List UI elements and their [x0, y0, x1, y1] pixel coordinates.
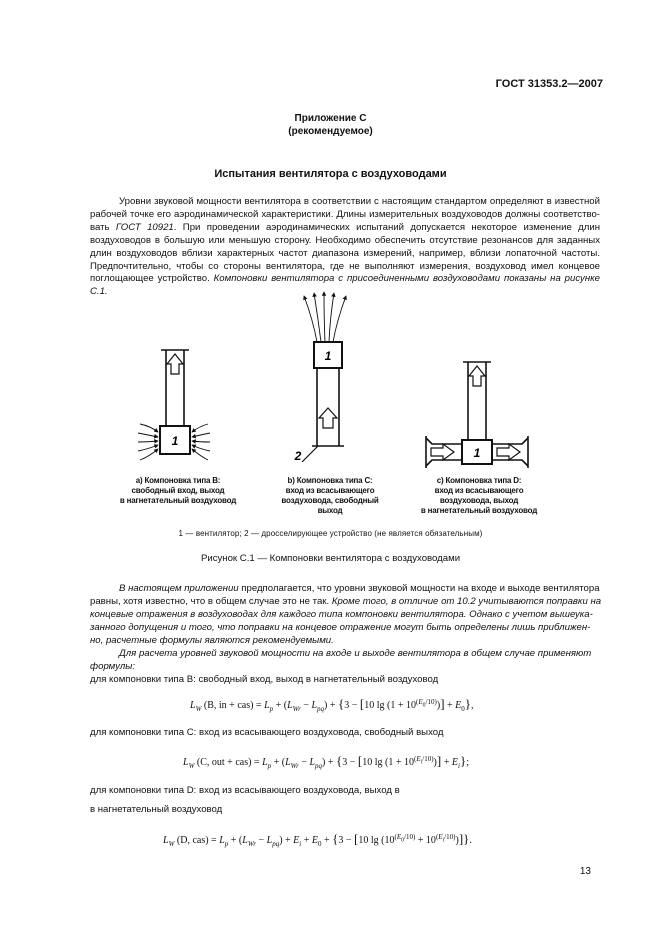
- appendix-title: Приложение С: [294, 113, 367, 124]
- body-line-2: равны, хотя известно, что в общем случае это не так. Кроме того, в отличие от 10.2 учитываются поправки на: [90, 596, 602, 607]
- standard-header: ГОСТ 31353.2—2007: [495, 78, 603, 90]
- body-line-7: формулы:: [90, 661, 135, 672]
- body-line-4: занного допущения и того, что поправки на концевое отражение могут быть определены лишь приближен-: [90, 622, 591, 633]
- intro-paragraph: [90, 196, 600, 299]
- section-title: Испытания вентилятора с воздуховодами: [214, 168, 447, 180]
- caption-layout-d: с) Компоновка типа D: вход из всасывающего воздуховода, выход в нагнетательный воздуховод: [420, 476, 538, 515]
- case-c-text: для компоновки типа С: вход из всасывающего воздуховода, свободный выход: [90, 727, 444, 738]
- case-d-text-1: для компоновки типа D: вход из всасывающего воздуховода, выход в: [90, 785, 400, 796]
- page-number: 13: [579, 866, 591, 877]
- body-line-6: Для расчета уровней звуковой мощности на входе и выходе вентилятора в общем случае применяют: [119, 648, 592, 659]
- formula-type-d: $L_W$ (D, $cas) = L_p + (L_{Wr} - L_{pq}) + E_i + E_0 + \{3 - [10$ $\lg (10^{(E_0/10)} + 10^{(E_i/10)})$]}.: [163, 831, 472, 848]
- intro-ref: ГОСТ 10921: [115, 221, 174, 233]
- case-b-text: для компоновки типа В: свободный вход, выход в нагнетательный воздуховод: [90, 674, 439, 685]
- figure-caption: Рисунок С.1 — Компоновки вентилятора с воздуховодами: [200, 553, 461, 564]
- caption-layout-b: а) Компоновка типа В: свободный вход, выход в нагнетательный воздуховод: [119, 476, 237, 505]
- formula-type-b: $L_W$ (B, in + $cas) = L_p + (L_{Wr} - L_{pq}) + \{3 - [10$ $\lg (1 + 10^{(E_0/10)})] + E_0$},: [190, 696, 474, 713]
- fan-label-b: 1: [171, 434, 179, 448]
- body-line-5: но, расчетные формулы являются рекомендуемыми.: [90, 635, 334, 646]
- layout-c-drawing: [302, 292, 346, 462]
- fan-label-d: 1: [473, 446, 481, 460]
- formula-type-c: $L_W$ (C, out + $cas) = L_p + (L_{Wr} - L_{pq}) + \{3 - [10$ $\lg (1 + 10^{(E_i/10)})] + E_i$};: [183, 753, 469, 770]
- intro-text-1: Уровни звуковой мощности вентилятора в соответствии с настоящим стандартом определяют в известной рабочей точке его аэродинамической характеристики. Длины измерительных воздуховодов должны соответствовать: [90, 196, 600, 233]
- fan-label-c: 1: [324, 349, 332, 363]
- figure-legend: 1 — вентилятор; 2 — дросселирующее устройство (не является обязательным): [178, 529, 483, 538]
- intro-text-3: Компоновки вентилятора с присоединенными воздуховодами показаны на рисунке С.1.: [90, 273, 600, 298]
- intro-text-2: . При проведении аэродинамических испытаний допускается некоторое изменение длин воздуховодов в большую или меньшую сторону. Необходимо обеспечить отсутствие резонансов для заданных длин воздуховодов вблизи характерных частот диапазона измерений, например, вблизи лопаточной частоты. Предпочтительно, чтобы со стороны вентилятора, где не выполняют измерения, воздуховод имел концевое поглощающее устройство.: [90, 221, 600, 285]
- caption-layout-c: b) Компоновка типа С: вход из всасывающего воздуховода, свободный выход: [281, 476, 379, 515]
- damper-label: 2: [294, 449, 302, 463]
- appendix-subtitle: (рекомендуемое): [288, 126, 373, 137]
- body-line-3: концевые отражения в воздуховодах для каждого типа компоновки вентилятора. Однако с учетом вышеука-: [90, 609, 593, 620]
- body-line-1: В настоящем приложении предполагается, что уровни звуковой мощности на входе и выходе вентилятора: [119, 583, 600, 594]
- case-d-text-2: в нагнетательный воздуховод: [90, 804, 223, 815]
